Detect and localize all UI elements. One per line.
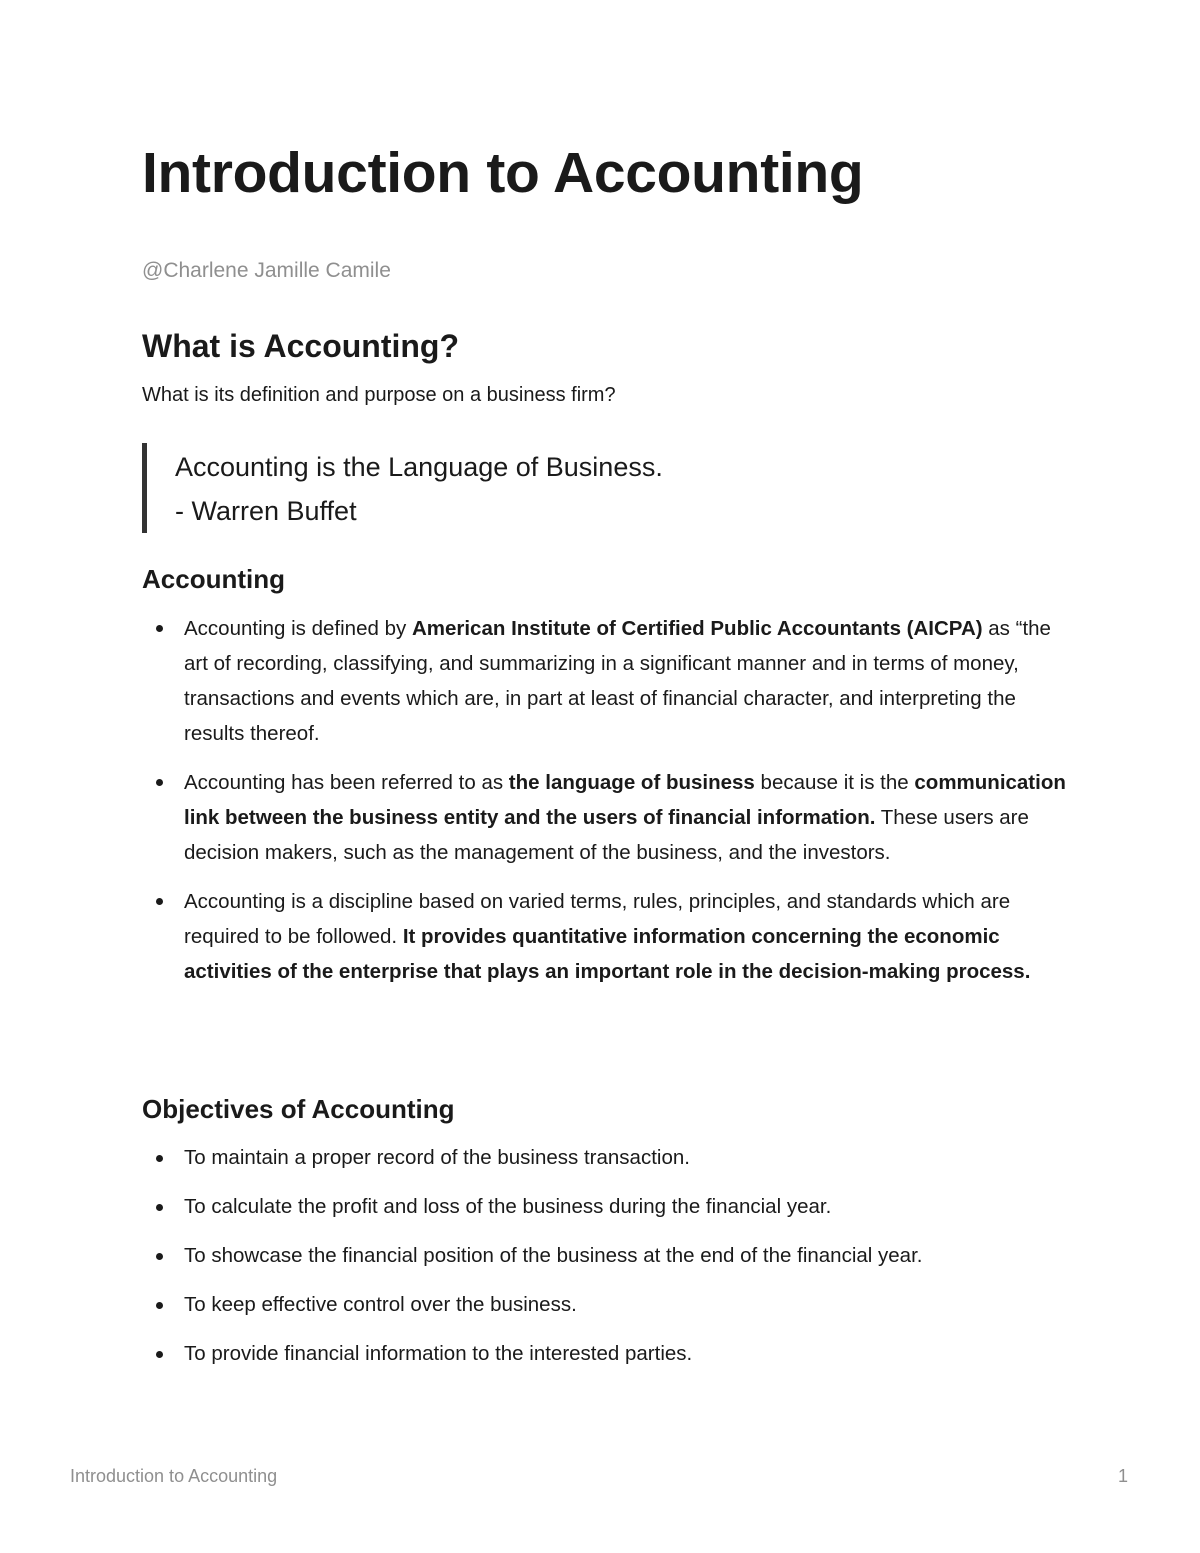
list-item-bold-text: It provides quantitative information concerning the economic activities of the enterprise that plays an important role in the decision-making process. bbox=[184, 925, 1031, 983]
section-heading: What is Accounting? bbox=[142, 328, 460, 364]
list-item: To showcase the financial position of the business at the end of the financial year. bbox=[142, 1239, 1072, 1273]
section-subtitle: What is its definition and purpose on a business firm? bbox=[142, 384, 616, 406]
list-item: To maintain a proper record of the business transaction. bbox=[142, 1141, 1072, 1175]
list-item bbox=[142, 884, 1072, 989]
quote-attribution: - Warren Buffet bbox=[175, 496, 357, 526]
accounting-heading: Accounting bbox=[142, 564, 285, 594]
objectives-list bbox=[142, 1141, 1072, 1386]
list-item-text: Accounting is a discipline based on varied terms, rules, principles, and standards which are required to be followed. bbox=[184, 890, 1011, 948]
list-item-text: because it is the bbox=[754, 771, 915, 794]
list-item-text: These users are decision makers, such as the management of the business, and the investors. bbox=[184, 806, 1029, 864]
list-item: To provide financial information to the interested parties. bbox=[142, 1337, 1072, 1371]
list-item-text: as “the art of recording, classifying, and summarizing in a significant manner and in terms of money, transactions and events which are, in part at least of financial character, and interpreting the results thereof. bbox=[184, 617, 1051, 745]
list-item-text: Accounting has been referred to as bbox=[184, 771, 509, 794]
blockquote bbox=[142, 443, 942, 533]
footer-title: Introduction to Accounting bbox=[70, 1466, 278, 1486]
document-title: Introduction to Accounting bbox=[142, 141, 864, 205]
list-item-bold-text: American Institute of Certified Public Accountants (AICPA) bbox=[411, 617, 983, 640]
author-mention[interactable]: @Charlene Jamille Camile bbox=[142, 259, 391, 282]
quote-text: Accounting is the Language of Business. bbox=[175, 452, 663, 482]
list-item bbox=[142, 765, 1072, 870]
accounting-definition-list bbox=[142, 611, 1072, 1003]
list-item: To calculate the profit and loss of the business during the financial year. bbox=[142, 1190, 1072, 1224]
list-item-bold-text: communication link between the business entity and the users of financial information. bbox=[184, 771, 1066, 829]
list-item bbox=[142, 611, 1072, 751]
objectives-heading: Objectives of Accounting bbox=[142, 1094, 455, 1124]
footer-page-number: 1 bbox=[1117, 1466, 1128, 1486]
list-item-text: Accounting is defined by bbox=[184, 617, 412, 640]
list-item-bold-text: the language of business bbox=[508, 771, 755, 794]
list-item: To keep effective control over the business. bbox=[142, 1288, 1072, 1322]
